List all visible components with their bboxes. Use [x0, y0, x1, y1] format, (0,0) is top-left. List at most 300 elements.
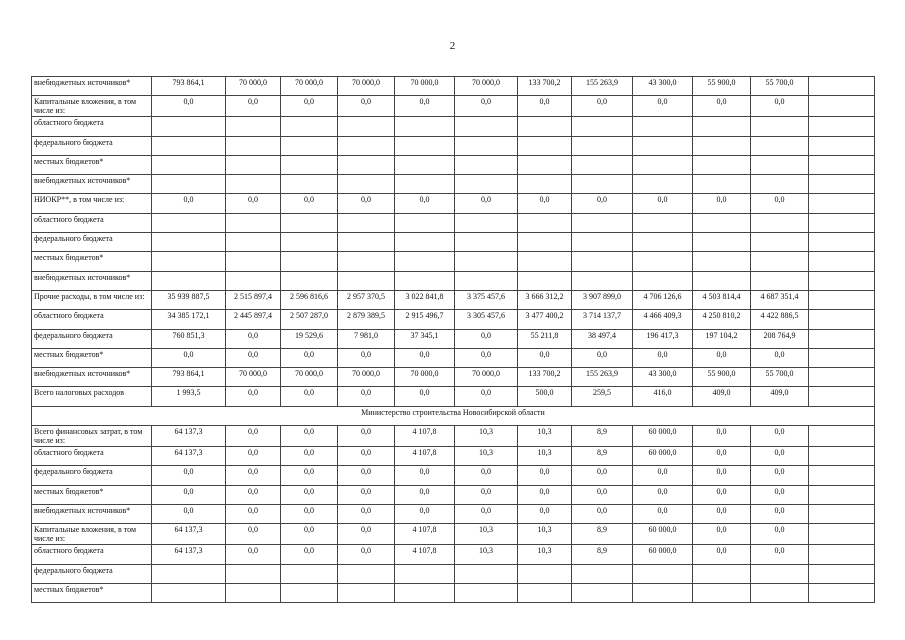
table-cell: [281, 117, 338, 136]
table-cell: [226, 233, 281, 252]
table-cell: [518, 233, 572, 252]
table-cell: [809, 252, 875, 271]
table-cell: 0,0: [751, 485, 809, 504]
table-cell: 0,0: [152, 504, 226, 523]
table-row: [32, 175, 875, 194]
table-cell: 4 503 814,4: [693, 290, 751, 309]
table-cell: 0,0: [395, 194, 455, 213]
page-number: 2: [449, 40, 456, 52]
table-cell: [633, 271, 693, 290]
table-cell: [633, 213, 693, 232]
table-cell: 0,0: [455, 485, 518, 504]
table-cell: [809, 387, 875, 406]
table-cell: 0,0: [281, 485, 338, 504]
table-cell: 0,0: [395, 485, 455, 504]
table-row: [32, 271, 875, 290]
table-cell: [338, 213, 395, 232]
table-cell: [338, 175, 395, 194]
table-cell: [809, 271, 875, 290]
table-cell: 38 497,4: [572, 329, 633, 348]
row-label: областного бюджета: [32, 310, 152, 329]
table-cell: [809, 213, 875, 232]
row-label: внебюджетных источников*: [32, 271, 152, 290]
row-label: внебюджетных источников*: [32, 77, 152, 96]
table-cell: 155 263,9: [572, 77, 633, 96]
table-cell: 64 137,3: [152, 545, 226, 564]
table-cell: [152, 136, 226, 155]
table-cell: 0,0: [281, 348, 338, 367]
table-cell: 0,0: [693, 504, 751, 523]
table-row: [32, 545, 875, 564]
table-cell: [809, 136, 875, 155]
table-cell: 0,0: [226, 348, 281, 367]
row-label: местных бюджетов*: [32, 583, 152, 602]
table-cell: [455, 175, 518, 194]
table-cell: 0,0: [518, 466, 572, 485]
table-cell: 10,3: [455, 545, 518, 564]
table-cell: 8,9: [572, 447, 633, 466]
table-cell: 259,5: [572, 387, 633, 406]
table-cell: 64 137,3: [152, 426, 226, 447]
table-cell: 197 104,2: [693, 329, 751, 348]
table-row: [32, 466, 875, 485]
table-cell: 0,0: [633, 194, 693, 213]
table-cell: 500,0: [518, 387, 572, 406]
table-cell: 0,0: [395, 96, 455, 117]
table-cell: [809, 175, 875, 194]
table-cell: 0,0: [693, 466, 751, 485]
table-cell: [809, 524, 875, 545]
table-cell: [226, 136, 281, 155]
table-row: [32, 504, 875, 523]
table-cell: 0,0: [518, 485, 572, 504]
table-row: [32, 194, 875, 213]
table-cell: [455, 252, 518, 271]
table-cell: [572, 233, 633, 252]
table-row: [32, 564, 875, 583]
table-cell: 2 915 496,7: [395, 310, 455, 329]
table-cell: 0,0: [152, 194, 226, 213]
table-cell: 3 477 400,2: [518, 310, 572, 329]
table-cell: 133 700,2: [518, 77, 572, 96]
table-cell: [572, 271, 633, 290]
table-cell: 70 000,0: [281, 77, 338, 96]
table-cell: 60 000,0: [633, 545, 693, 564]
table-row: [32, 117, 875, 136]
table-cell: 4 422 886,5: [751, 310, 809, 329]
table-cell: 2 879 389,5: [338, 310, 395, 329]
table-cell: [338, 271, 395, 290]
table-cell: [809, 290, 875, 309]
row-label: областного бюджета: [32, 447, 152, 466]
table-cell: [338, 252, 395, 271]
table-cell: 0,0: [572, 466, 633, 485]
table-cell: [395, 136, 455, 155]
table-cell: [572, 583, 633, 602]
table-cell: [455, 213, 518, 232]
table-cell: 0,0: [572, 504, 633, 523]
table-cell: [751, 155, 809, 174]
table-cell: 416,0: [633, 387, 693, 406]
table-cell: [693, 117, 751, 136]
table-cell: 0,0: [338, 545, 395, 564]
table-cell: [281, 233, 338, 252]
row-label: местных бюджетов*: [32, 252, 152, 271]
table-cell: [809, 545, 875, 564]
row-label: областного бюджета: [32, 117, 152, 136]
table-cell: [693, 564, 751, 583]
table-cell: [152, 213, 226, 232]
table-cell: [751, 564, 809, 583]
table-cell: 10,3: [455, 524, 518, 545]
table-cell: 10,3: [518, 447, 572, 466]
table-cell: 0,0: [633, 348, 693, 367]
table-row: [32, 96, 875, 117]
table-cell: 0,0: [572, 348, 633, 367]
table-cell: [633, 136, 693, 155]
table-cell: [572, 252, 633, 271]
row-label: Капитальные вложения, в том числе из:: [32, 96, 152, 117]
table-cell: 0,0: [633, 504, 693, 523]
table-cell: 70 000,0: [395, 77, 455, 96]
table-cell: [751, 233, 809, 252]
table-cell: [633, 233, 693, 252]
table-cell: [809, 233, 875, 252]
table-cell: 0,0: [281, 194, 338, 213]
table-cell: 133 700,2: [518, 368, 572, 387]
table-cell: [809, 155, 875, 174]
row-label: областного бюджета: [32, 545, 152, 564]
table-cell: 0,0: [152, 96, 226, 117]
row-label: Всего налоговых расходов: [32, 387, 152, 406]
table-cell: 43 300,0: [633, 77, 693, 96]
table-cell: 0,0: [751, 348, 809, 367]
table-cell: [281, 583, 338, 602]
table-cell: [281, 136, 338, 155]
table-cell: [455, 136, 518, 155]
table-cell: 0,0: [751, 194, 809, 213]
table-cell: [809, 194, 875, 213]
table-cell: 60 000,0: [633, 524, 693, 545]
table-cell: [152, 233, 226, 252]
table-cell: 0,0: [338, 194, 395, 213]
table-cell: 55 900,0: [693, 77, 751, 96]
table-cell: 43 300,0: [633, 368, 693, 387]
table-cell: [751, 583, 809, 602]
table-cell: [572, 117, 633, 136]
table-cell: 3 375 457,6: [455, 290, 518, 309]
table-cell: 2 957 370,5: [338, 290, 395, 309]
table-cell: 8,9: [572, 524, 633, 545]
table-cell: [633, 564, 693, 583]
table-cell: [809, 96, 875, 117]
table-cell: 3 022 841,8: [395, 290, 455, 309]
table-cell: [809, 485, 875, 504]
table-row: [32, 77, 875, 96]
table-cell: [281, 213, 338, 232]
table-cell: 8,9: [572, 426, 633, 447]
table-cell: [395, 564, 455, 583]
table-cell: 70 000,0: [395, 368, 455, 387]
table-cell: [338, 136, 395, 155]
table-cell: 35 939 887,5: [152, 290, 226, 309]
table-row: [32, 252, 875, 271]
table-cell: [395, 175, 455, 194]
table-cell: [226, 271, 281, 290]
table-cell: [152, 175, 226, 194]
section-title: Министерство строительства Новосибирской области: [32, 406, 875, 425]
table-cell: 10,3: [455, 426, 518, 447]
table-cell: [751, 117, 809, 136]
table-cell: [809, 426, 875, 447]
table-cell: 70 000,0: [226, 77, 281, 96]
table-cell: 0,0: [226, 485, 281, 504]
table-cell: 0,0: [518, 96, 572, 117]
table-row: [32, 290, 875, 309]
table-cell: 4 250 810,2: [693, 310, 751, 329]
table-cell: 0,0: [633, 485, 693, 504]
table-cell: [809, 329, 875, 348]
table-cell: 0,0: [633, 466, 693, 485]
table-row: [32, 485, 875, 504]
table-cell: 0,0: [455, 466, 518, 485]
table-cell: 208 764,9: [751, 329, 809, 348]
table-cell: 0,0: [518, 194, 572, 213]
table-cell: 55 700,0: [751, 368, 809, 387]
table-cell: 760 851,3: [152, 329, 226, 348]
table-cell: [633, 155, 693, 174]
row-label: Прочие расходы, в том числе из:: [32, 290, 152, 309]
row-label: федерального бюджета: [32, 466, 152, 485]
table-cell: 2 596 816,6: [281, 290, 338, 309]
table-cell: 196 417,3: [633, 329, 693, 348]
table-cell: [693, 583, 751, 602]
table-cell: 2 515 897,4: [226, 290, 281, 309]
table-cell: 0,0: [338, 485, 395, 504]
table-cell: [518, 583, 572, 602]
table-cell: 0,0: [338, 447, 395, 466]
table-cell: [395, 213, 455, 232]
table-row: [32, 583, 875, 602]
table-cell: 4 466 409,3: [633, 310, 693, 329]
table-cell: 0,0: [281, 96, 338, 117]
table-cell: [281, 155, 338, 174]
table-cell: 2 507 287,0: [281, 310, 338, 329]
table-cell: [809, 447, 875, 466]
row-label: Капитальные вложения, в том числе из:: [32, 524, 152, 545]
table-cell: [693, 136, 751, 155]
table-cell: 0,0: [226, 545, 281, 564]
table-cell: 0,0: [226, 329, 281, 348]
table-cell: [226, 155, 281, 174]
table-cell: 0,0: [572, 485, 633, 504]
table-cell: [633, 117, 693, 136]
table-cell: [226, 252, 281, 271]
table-cell: 0,0: [338, 96, 395, 117]
table-cell: 1 993,5: [152, 387, 226, 406]
table-row: [32, 348, 875, 367]
table-cell: 0,0: [338, 504, 395, 523]
table-cell: [281, 252, 338, 271]
row-label: НИОКР**, в том числе из:: [32, 194, 152, 213]
row-label: федерального бюджета: [32, 329, 152, 348]
table-cell: [281, 175, 338, 194]
table-cell: [152, 252, 226, 271]
table-cell: 0,0: [751, 466, 809, 485]
table-cell: 4 107,8: [395, 426, 455, 447]
table-cell: 0,0: [455, 329, 518, 348]
table-cell: 0,0: [518, 504, 572, 523]
table-cell: 0,0: [693, 194, 751, 213]
table-cell: 64 137,3: [152, 447, 226, 466]
table-cell: 70 000,0: [455, 368, 518, 387]
row-label: внебюджетных источников*: [32, 175, 152, 194]
table-cell: 0,0: [751, 447, 809, 466]
table-cell: [572, 155, 633, 174]
table-cell: [455, 271, 518, 290]
table-cell: [572, 136, 633, 155]
table-cell: 4 107,8: [395, 545, 455, 564]
table-cell: 19 529,6: [281, 329, 338, 348]
table-cell: [572, 175, 633, 194]
table-cell: 70 000,0: [226, 368, 281, 387]
table-cell: 793 864,1: [152, 77, 226, 96]
table-cell: 0,0: [455, 387, 518, 406]
table-cell: 0,0: [226, 96, 281, 117]
table-cell: 10,3: [455, 447, 518, 466]
table-cell: 70 000,0: [455, 77, 518, 96]
table-cell: 0,0: [693, 447, 751, 466]
table-cell: 0,0: [281, 447, 338, 466]
table-cell: [395, 583, 455, 602]
table-cell: [633, 583, 693, 602]
row-label: внебюджетных источников*: [32, 504, 152, 523]
table-cell: 0,0: [281, 504, 338, 523]
table-cell: 0,0: [395, 348, 455, 367]
table-cell: 0,0: [281, 524, 338, 545]
table-cell: 55 900,0: [693, 368, 751, 387]
table-cell: [395, 252, 455, 271]
table-cell: 10,3: [518, 545, 572, 564]
table-cell: 4 687 351,4: [751, 290, 809, 309]
table-cell: 409,0: [693, 387, 751, 406]
table-cell: 0,0: [693, 524, 751, 545]
table-cell: 0,0: [338, 348, 395, 367]
table-cell: [338, 583, 395, 602]
table-cell: 10,3: [518, 524, 572, 545]
row-label: федерального бюджета: [32, 136, 152, 155]
table-cell: 4 107,8: [395, 524, 455, 545]
table-row: [32, 387, 875, 406]
table-cell: [152, 271, 226, 290]
section-row: [32, 406, 875, 425]
table-cell: [518, 213, 572, 232]
table-cell: [572, 213, 633, 232]
table-cell: [693, 213, 751, 232]
table-cell: 0,0: [226, 466, 281, 485]
table-cell: 0,0: [395, 387, 455, 406]
table-cell: 55 211,8: [518, 329, 572, 348]
table-cell: [751, 271, 809, 290]
table-cell: 0,0: [338, 466, 395, 485]
table-cell: [693, 155, 751, 174]
table-cell: [226, 583, 281, 602]
table-cell: [338, 117, 395, 136]
table-row: [32, 213, 875, 232]
table-cell: [518, 271, 572, 290]
table-cell: 0,0: [226, 387, 281, 406]
table-cell: 0,0: [281, 466, 338, 485]
row-label: местных бюджетов*: [32, 155, 152, 174]
table-cell: [338, 564, 395, 583]
table-cell: [518, 175, 572, 194]
table-cell: 0,0: [226, 504, 281, 523]
table-cell: [152, 155, 226, 174]
table-cell: [809, 466, 875, 485]
table-cell: 3 714 137,7: [572, 310, 633, 329]
table-cell: [693, 271, 751, 290]
table-cell: 70 000,0: [338, 368, 395, 387]
table-cell: 3 305 457,6: [455, 310, 518, 329]
table-cell: 0,0: [395, 466, 455, 485]
table-cell: [395, 155, 455, 174]
table-cell: 7 981,0: [338, 329, 395, 348]
table-cell: [455, 233, 518, 252]
table-cell: [395, 271, 455, 290]
table-cell: [281, 271, 338, 290]
table-cell: 0,0: [633, 96, 693, 117]
table-cell: 0,0: [281, 387, 338, 406]
table-cell: [809, 117, 875, 136]
table-cell: [693, 233, 751, 252]
table-cell: 70 000,0: [338, 77, 395, 96]
table-row: [32, 329, 875, 348]
table-cell: 0,0: [751, 545, 809, 564]
table-cell: 0,0: [281, 426, 338, 447]
table-cell: 2 445 897,4: [226, 310, 281, 329]
table-cell: 37 345,1: [395, 329, 455, 348]
table-cell: 0,0: [338, 387, 395, 406]
table-cell: 409,0: [751, 387, 809, 406]
table-cell: [152, 117, 226, 136]
table-row: [32, 310, 875, 329]
table-body: [32, 77, 875, 603]
table-cell: 0,0: [152, 348, 226, 367]
table-cell: 0,0: [455, 348, 518, 367]
table-cell: [518, 252, 572, 271]
table-cell: [809, 583, 875, 602]
table-cell: 4 706 126,6: [633, 290, 693, 309]
table-cell: 34 385 172,1: [152, 310, 226, 329]
table-cell: 0,0: [751, 524, 809, 545]
table-cell: 0,0: [455, 96, 518, 117]
table-row: [32, 136, 875, 155]
row-label: федерального бюджета: [32, 233, 152, 252]
table-cell: 0,0: [693, 348, 751, 367]
table-cell: 0,0: [751, 504, 809, 523]
table-cell: [633, 175, 693, 194]
table-cell: [518, 117, 572, 136]
table-cell: 0,0: [226, 524, 281, 545]
table-cell: [152, 583, 226, 602]
table-cell: [751, 136, 809, 155]
table-cell: [693, 252, 751, 271]
row-label: внебюджетных источников*: [32, 368, 152, 387]
table-cell: [518, 136, 572, 155]
row-label: местных бюджетов*: [32, 348, 152, 367]
table-cell: 55 700,0: [751, 77, 809, 96]
table-cell: 64 137,3: [152, 524, 226, 545]
